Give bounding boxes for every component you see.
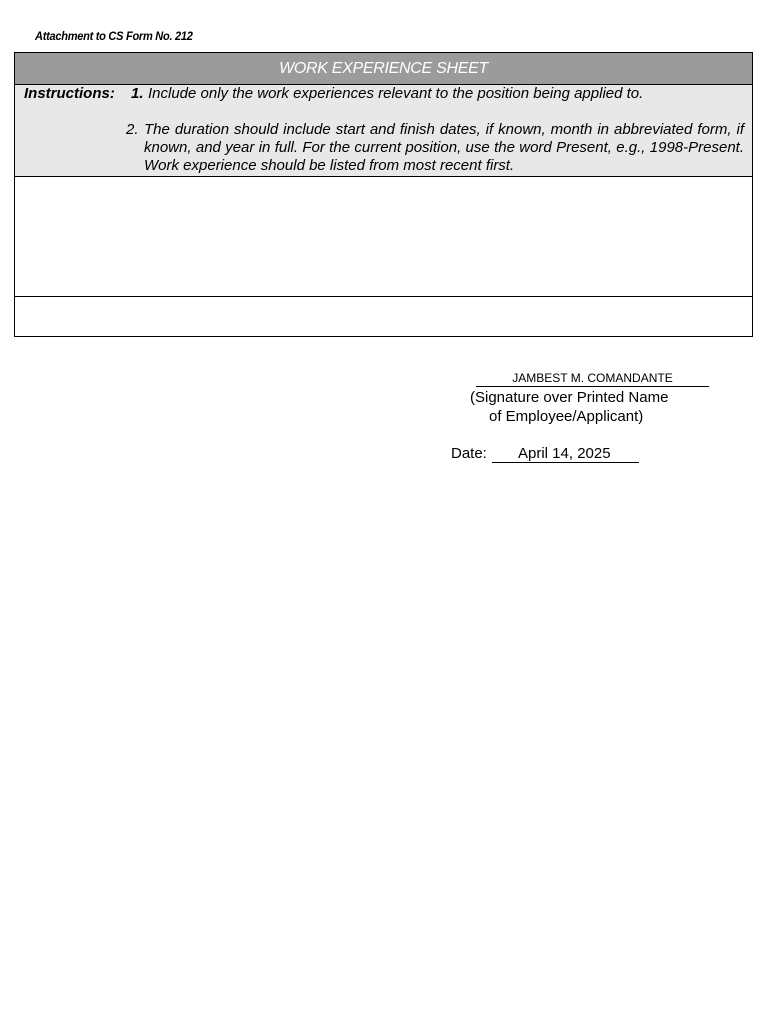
instruction-1-text: Include only the work experiences relevant to the position being applied to. — [148, 85, 644, 102]
work-experience-entry-area[interactable] — [15, 177, 752, 297]
date-value: April 14, 2025 — [492, 445, 639, 463]
instruction-2-number: 2. — [126, 121, 139, 138]
signature-caption-line1: (Signature over Printed Name — [470, 389, 669, 406]
signature-caption-line2: of Employee/Applicant) — [489, 408, 644, 425]
instruction-1-number: 1. — [131, 85, 144, 102]
date-label: Date: — [451, 445, 487, 462]
attachment-label: Attachment to CS Form No. 212 — [35, 29, 193, 43]
work-experience-sheet — [14, 52, 753, 337]
instruction-2-text: The duration should include start and finish dates, if known, month in abbreviated form, if known, and year in full. For the current position, use the word Present, e.g., 1998-Present. Work experience should be listed from most recent first. — [144, 121, 744, 174]
signature-name: JAMBEST M. COMANDANTE — [476, 371, 709, 387]
sheet-title: WORK EXPERIENCE SHEET — [15, 53, 752, 85]
instructions-label: Instructions: — [24, 85, 115, 102]
instructions-section — [15, 85, 752, 177]
